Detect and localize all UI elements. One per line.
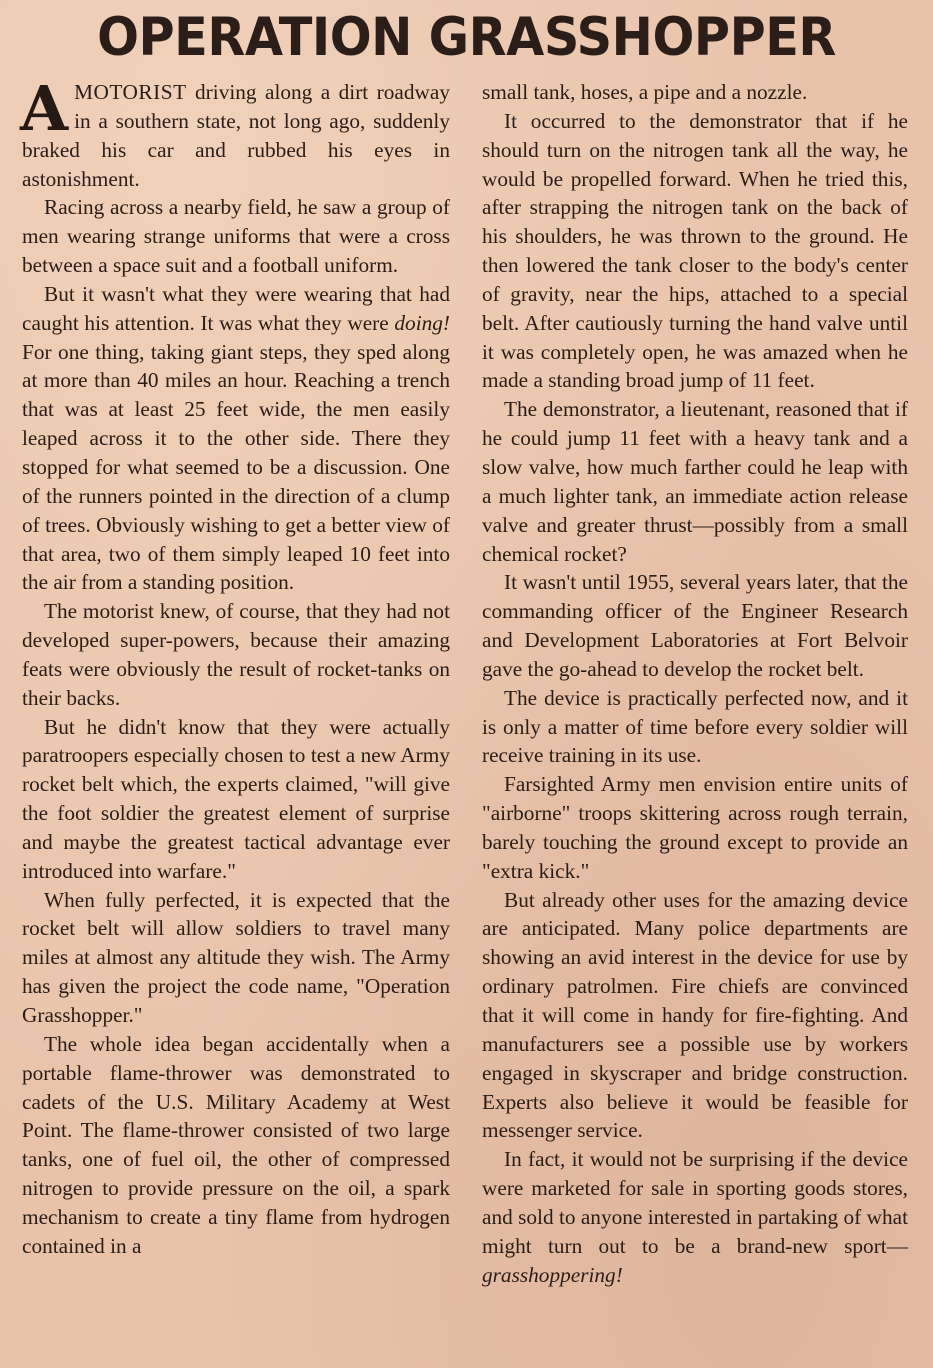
right-column: [482, 78, 908, 1289]
paragraph: Racing across a nearby field, he saw a group of men wearing strange uniforms that were a cross between a space suit and a football uniform.: [22, 195, 450, 278]
lead-word: MOTORIST: [74, 80, 187, 104]
paragraph: The motorist knew, of course, that they had not developed super-powers, because their amazing feats were obviously the result of rocket-tanks on their backs.: [22, 599, 450, 710]
paragraph: It occurred to the demonstrator that if he should turn on the nitrogen tank all the way, he would be propelled forward. When he tried this, after strapping the nitrogen tank on the back of his shoulders, he was thrown to the ground. He then lowered the tank closer to the body's center of gravity, near the hips, attached to a special belt. After cautiously turning the hand valve until it was completely open, he was amazed when he made a standing broad jump of 11 feet.: [482, 108, 908, 393]
paragraph: Farsighted Army men envision entire units of "airborne" troops skittering across rough terrain, barely touching the ground except to provide an "extra kick.": [482, 772, 908, 883]
emphasis: grasshoppering!: [482, 1262, 623, 1287]
paragraph-intro: [20, 72, 450, 193]
paragraph: The demonstrator, a lieutenant, reasoned that if he could jump 11 feet with a heavy tank and a slow valve, how much farther could he leap with a much lighter tank, an immediate action release valve and greater thrust—possibly from a small chemical rocket?: [482, 397, 908, 566]
left-column: [20, 72, 450, 1261]
paragraph: The whole idea began accidentally when a portable flame-thrower was demonstrated to cadets of the U.S. Military Academy at West Point. The flame-thrower consisted of two large tanks, one of fuel oil, the other of compressed nitrogen to provide pressure on the oil, a spark mechanism to create a tiny flame from hydrogen contained in a: [22, 1031, 450, 1258]
paragraph: [22, 280, 450, 597]
paragraph: When fully perfected, it is expected that the rocket belt will allow soldiers to travel many miles at almost any altitude they wish. The Army has given the project the code name, "Operation Grasshopper.": [22, 887, 450, 1027]
paragraph: But he didn't know that they were actually paratroopers especially chosen to test a new Army rocket belt which, the experts claimed, "will give the foot soldier the greatest element of surprise and maybe the greatest tactical advantage ever introduced into warfare.": [22, 714, 450, 883]
paragraph-intro-text: driving along a dirt roadway in a southern state, not long ago, suddenly braked his car and rubbed his eyes in astonishment.: [22, 80, 450, 191]
drop-cap: A: [20, 72, 69, 145]
emphasis: doing!: [394, 310, 450, 335]
paragraph-final: [482, 1145, 908, 1289]
paragraph-continued: small tank, hoses, a pipe and a nozzle.: [482, 80, 808, 104]
paragraph: It wasn't until 1955, several years later, that the commanding officer of the Engineer Research and Development Laboratories at Fort Belvoir gave the go-ahead to develop the rocket belt.: [482, 570, 908, 681]
paragraph: But already other uses for the amazing device are anticipated. Many police departments are showing an avid interest in the device for use by ordinary patrolmen. Fire chiefs are convinced that it will come in handy for fire-fighting. And manufacturers see a possible use by workers engaged in skyscraper and bridge construction. Experts also believe it would be feasible for messenger service.: [482, 887, 908, 1143]
paragraph: The device is practically perfected now, and it is only a matter of time before every soldier will receive training in its use.: [482, 685, 908, 768]
paragraph-text: But it wasn't what they were wearing that had caught his attention. It was what they were: [22, 281, 450, 335]
article-title: OPERATION GRASSHOPPER: [97, 7, 836, 68]
paragraph-text: For one thing, taking giant steps, they sped along at more than 40 miles an hour. Reaching a trench that was at least 25 feet wide, the men easily leaped across it to the other side. There they stopped for what seemed to be a discussion. One of the runners pointed in the direction of a clump of trees. Obviously wishing to get a better view of that area, two of them simply leaped 10 feet into the air from a standing position.: [22, 339, 450, 595]
paragraph-text: In fact, it would not be surprising if the device were marketed for sale in sporting goods stores, and sold to anyone interested in partaking of what might turn out to be a brand-new sport—: [482, 1147, 908, 1258]
